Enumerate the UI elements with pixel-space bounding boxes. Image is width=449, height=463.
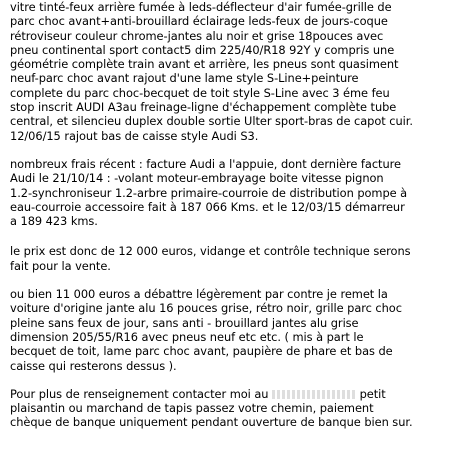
text-line: dimension 205/55/R16 avec pneus neuf etc etc. ( mis à part le [10,329,364,344]
text-line: nombreux frais récent : facture Audi a l'appuie, dont dernière facture [10,156,401,171]
text-line: parc choc avant+anti-brouillard éclairage leds-feux de jours-coque [10,14,388,29]
text-line: le prix est donc de 12 000 euros, vidange et contrôle technique serons [10,244,411,259]
text-line: plaisantin ou marchand de tapis passez votre chemin, paiement [10,401,374,416]
paragraph-gap [10,228,446,244]
text-line: fait pour la vente. [10,258,111,273]
text-line: becquet de toit, lame parc choc avant, paupière de phare et bas de [10,344,393,359]
paragraph-contact [10,387,446,430]
text-line: 12/06/15 rajout bas de caisse style Audi S3. [10,128,259,143]
paragraph-equipment [10,0,446,143]
text-line: pleine sans feux de jour, sans anti - brouillard jantes alu grise [10,315,359,330]
text-line: caisse qui resterons dessus ). [10,358,177,373]
text-line: chèque de banque uniquement pendant ouverture de banque bien sur. [10,415,413,430]
paragraph-gap [10,273,446,287]
text-line: Audi le 21/10/14 : -volant moteur-embrayage boite vitesse pignon [10,171,384,186]
text-line: eau-courroie accessoire fait à 187 066 Kms. et le 12/03/15 démarreur [10,199,405,214]
contact-text: Pour plus de renseignement contacter moi au [10,386,273,401]
text-line: ou bien 11 000 euros a débattre légèrement par contre je remet la [10,287,388,302]
text-line: stop inscrit AUDI A3au freinage-ligne d'échappement complète tube [10,100,397,115]
text-line: central, et silencieu duplex double sortie Ulter sport-bras de capot cuir. [10,114,413,129]
listing-description [10,0,446,430]
text-line: a 189 423 kms. [10,214,98,229]
redacted-phone-number [272,390,356,399]
paragraph-maintenance [10,157,446,228]
paragraph-gap [10,373,446,387]
paragraph-gap [10,143,446,157]
paragraph-price [10,244,446,273]
paragraph-alternative-offer [10,287,446,373]
text-line: neuf-parc choc avant rajout d'une lame style S-Line+peinture [10,71,359,86]
text-line: pneu continental sport contact5 dim 225/40/R18 92Y y compris une [10,42,395,57]
text-line: voiture d'origine jante alu 16 pouces grise, rétro noir, grille parc choc [10,301,402,316]
text-line [10,387,446,401]
contact-text: petit [356,386,386,401]
text-line: complete du parc choc-becquet de toit style S-Line avec 3 éme feu [10,85,390,100]
text-line: géométrie complète train avant et arrière, les pneus sont quasiment [10,57,399,72]
text-line: 1.2-synchroniseur 1.2-arbre primaire-courroie de distribution pompe à [10,185,408,200]
text-line: vitre tinté-feux arrière fumée à leds-déflecteur d'air fumée-grille de [10,0,392,14]
text-line: rétroviseur couleur chrome-jantes alu noir et grise 18pouces avec [10,28,384,43]
